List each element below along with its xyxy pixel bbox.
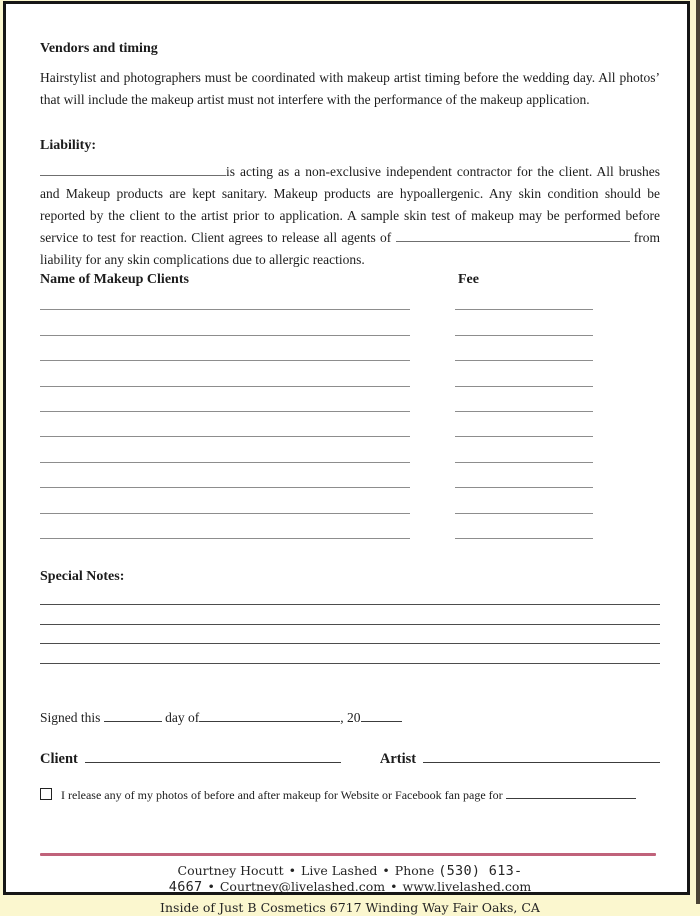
footer: [40, 863, 660, 916]
client-fee-row: [40, 514, 660, 539]
footer-name: Courtney Hocutt: [177, 862, 284, 878]
client-fee-field[interactable]: [455, 410, 593, 412]
client-name-field[interactable]: [40, 435, 410, 437]
bullet-separator: •: [390, 878, 398, 894]
client-fee-row: [40, 387, 660, 412]
client-name-field[interactable]: [40, 308, 410, 310]
contractor-name-blank[interactable]: [40, 162, 226, 176]
liability-paragraph: [40, 161, 660, 271]
special-notes-lines: [40, 586, 660, 664]
client-signature-blank[interactable]: [85, 749, 341, 763]
artist-signature-blank[interactable]: [423, 749, 660, 763]
artist-label: Artist: [379, 750, 417, 767]
day-of-text: day of: [165, 709, 200, 725]
special-notes-field[interactable]: [40, 625, 660, 645]
client-fee-row: [40, 412, 660, 437]
client-fee-row: [40, 361, 660, 386]
vendors-heading: Vendors and timing: [40, 41, 158, 56]
comma-year-text: , 20: [340, 709, 361, 725]
bullet-separator: •: [288, 862, 297, 878]
footer-brand: Live Lashed: [301, 862, 378, 878]
signed-this-text: Signed this: [40, 709, 101, 725]
client-name-field[interactable]: [40, 461, 410, 463]
liability-text-part2: from liability for any skin complications due to allergic reactions.: [40, 230, 661, 267]
client-fee-field[interactable]: [455, 435, 593, 437]
liability-heading: Liability:: [40, 138, 97, 153]
clients-table-rows: [40, 285, 660, 539]
scan-edge-shadow: [696, 0, 700, 904]
client-label: Client: [40, 750, 78, 767]
client-name-field[interactable]: [40, 410, 410, 412]
footer-divider-rule: [40, 853, 656, 856]
form-content: [6, 4, 687, 916]
release-agents-blank[interactable]: [396, 228, 630, 242]
client-name-field[interactable]: [40, 486, 410, 488]
clients-name-header: Name of Makeup Clients: [40, 272, 189, 287]
liability-text-part1: is acting as a non-exclusive independent contractor for the client. All brushes and Makeup products are kept sanitary. Makeup products are hypoallergenic. Any skin condition should be reported by the client to the artist prior to application. A sample skin test of makeup may be performed before service to test for reaction. Client agrees to release all agents of: [40, 164, 660, 245]
client-fee-field[interactable]: [455, 334, 593, 336]
client-fee-row: [40, 463, 660, 488]
special-notes-field[interactable]: [40, 586, 660, 606]
signed-month-blank[interactable]: [199, 708, 340, 722]
client-name-field[interactable]: [40, 359, 410, 361]
signed-year-blank[interactable]: [361, 708, 402, 722]
photo-release-row: [40, 785, 660, 803]
client-fee-row: [40, 488, 660, 513]
special-notes-field[interactable]: [40, 644, 660, 664]
client-name-field[interactable]: [40, 512, 410, 514]
fee-header: Fee: [458, 272, 479, 287]
client-name-field[interactable]: [40, 537, 410, 539]
special-notes-field[interactable]: [40, 605, 660, 625]
photo-release-checkbox[interactable]: [40, 788, 52, 800]
signature-row: [40, 749, 660, 769]
vendors-paragraph: Hairstylist and photographers must be coordinated with makeup artist timing before the wedding day. All photos’ that will include the makeup artist must not interfere with the performance of the makeup application.: [40, 70, 660, 107]
photo-release-text: I release any of my photos of before and after makeup for Website or Facebook fan page for: [61, 787, 503, 802]
client-fee-row: [40, 336, 660, 361]
client-name-field[interactable]: [40, 385, 410, 387]
footer-email: Courtney@livelashed.com: [219, 878, 386, 894]
client-fee-field[interactable]: [455, 512, 593, 514]
client-fee-field[interactable]: [455, 308, 593, 310]
signed-statement: [40, 708, 660, 727]
bullet-separator: •: [382, 862, 390, 878]
photo-release-blank[interactable]: [506, 785, 636, 799]
contract-form-page: [3, 1, 690, 915]
client-name-field[interactable]: [40, 334, 410, 336]
footer-phone-number: (530) 613-4667: [168, 862, 523, 895]
client-fee-field[interactable]: [455, 359, 593, 361]
footer-contact-line: [40, 863, 660, 895]
client-fee-field[interactable]: [455, 461, 593, 463]
client-fee-row: [40, 437, 660, 462]
client-fee-row: [40, 310, 660, 335]
bullet-separator: •: [207, 878, 215, 894]
client-fee-field[interactable]: [455, 385, 593, 387]
client-fee-field[interactable]: [455, 537, 593, 539]
client-fee-field[interactable]: [455, 486, 593, 488]
footer-website: www.livelashed.com: [402, 878, 532, 894]
special-notes-heading: Special Notes:: [40, 568, 125, 584]
footer-address-line: Inside of Just B Cosmetics 6717 Winding Way Fair Oaks, CA: [160, 899, 540, 915]
signed-day-blank[interactable]: [104, 708, 162, 722]
footer-phone-label: Phone: [394, 862, 435, 878]
